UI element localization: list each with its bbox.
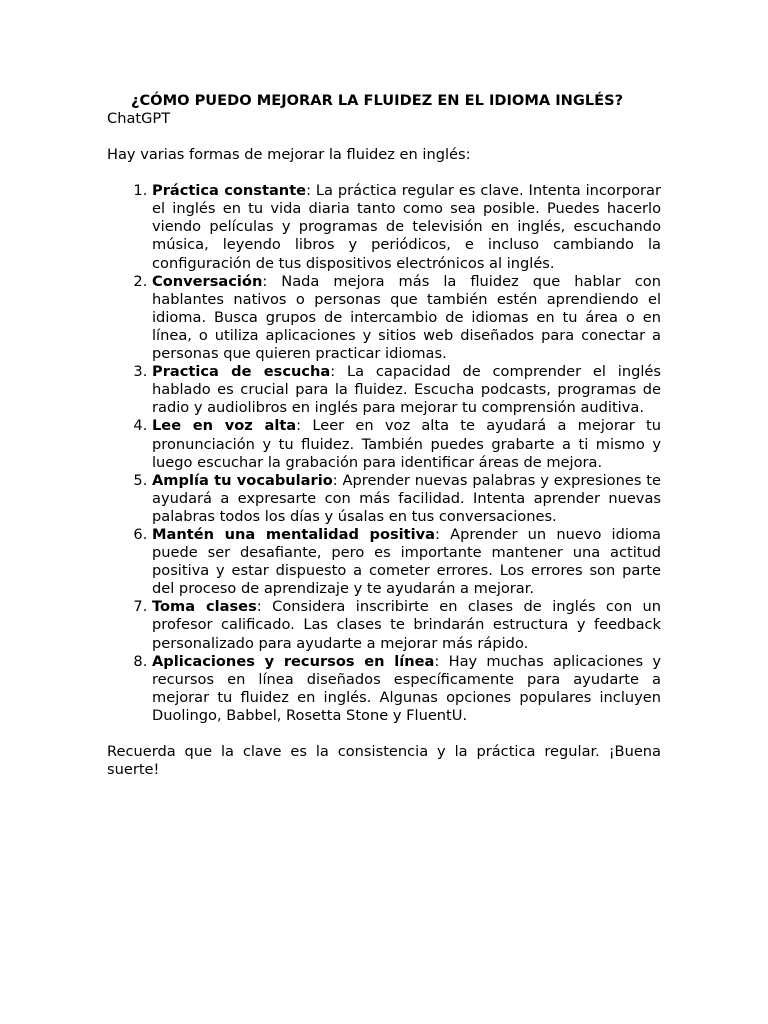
document-title: ¿CÓMO PUEDO MEJORAR LA FLUIDEZ EN EL IDIOMA INGLÉS?	[131, 92, 624, 109]
tips-list	[107, 182, 661, 725]
tip-text: : Aprender un nuevo idioma puede ser desafiante, pero es importante mantener una actitud positiva y estar dispuesto a cometer errores. Los errores son parte del proceso de aprendizaje y te ayudarán a mejorar.	[152, 525, 661, 598]
tip-text: : Nada mejora más la fluidez que hablar con hablantes nativos o personas que también estén aprendiendo el idioma. Busca grupos de intercambio de idiomas en tu área o en línea, o utiliza aplicaciones y sitios web diseñados para conectar a personas que quieren practicar idiomas.	[152, 272, 661, 363]
list-item	[152, 526, 661, 598]
tip-text: : Aprender nuevas palabras y expresiones te ayudará a expresarte con más facilidad. Intenta aprender nuevas palabras todos los días y úsalas en tus conversaciones.	[152, 471, 661, 525]
intro-paragraph: Hay varias formas de mejorar la fluidez en inglés:	[107, 146, 471, 164]
document-author: ChatGPT	[107, 110, 171, 127]
tip-title: Aplicaciones y recursos en línea	[152, 652, 435, 670]
tip-text: : La práctica regular es clave. Intenta incorporar el inglés en tu vida diaria tanto como sea posible. Puedes hacerlo viendo películas y programas de televisión en inglés, escuchando música, leyendo libros y periódicos, e incluso cambiando la configuración de tus dispositivos electrónicos al inglés.	[152, 182, 661, 272]
list-item	[152, 273, 661, 363]
tip-title: Amplía tu vocabulario	[152, 471, 333, 489]
tip-title: Conversación	[152, 272, 263, 290]
list-item	[152, 417, 661, 471]
list-item	[152, 653, 661, 725]
list-item	[152, 363, 661, 417]
tip-title: Practica de escucha	[152, 363, 331, 381]
tip-title: Mantén una mentalidad positiva	[152, 525, 436, 543]
closing-paragraph: Recuerda que la clave es la consistencia y la práctica regular. ¡Buena suerte!	[107, 743, 661, 779]
list-item	[152, 472, 661, 526]
tip-text: : Considera inscribirte en clases de inglés con un profesor calificado. Las clases te brindarán estructura y feedback personalizado para ayudarte a mejorar más rápido.	[152, 598, 662, 652]
tip-title: Lee en voz alta	[152, 417, 297, 435]
tip-text: : Leer en voz alta te ayudará a mejorar tu pronunciación y tu fluidez. También puedes grabarte a ti mismo y luego escuchar la grabación para identificar áreas de mejora.	[152, 417, 661, 471]
tip-title: Práctica constante	[152, 182, 307, 200]
list-item	[152, 598, 661, 652]
tip-text: : La capacidad de comprender el inglés hablado es crucial para la fluidez. Escucha podcasts, programas de radio y audiolibros en inglés para mejorar tu comprensión auditiva.	[152, 363, 661, 417]
document-body	[107, 91, 661, 779]
tip-text: : Hay muchas aplicaciones y recursos en línea diseñados específicamente para ayudarte a mejorar tu fluidez en inglés. Algunas opciones populares incluyen Duolingo, Babbel, Rosetta Stone y FluentU.	[152, 652, 661, 724]
tip-title: Toma clases	[152, 598, 257, 616]
list-item	[152, 182, 661, 272]
